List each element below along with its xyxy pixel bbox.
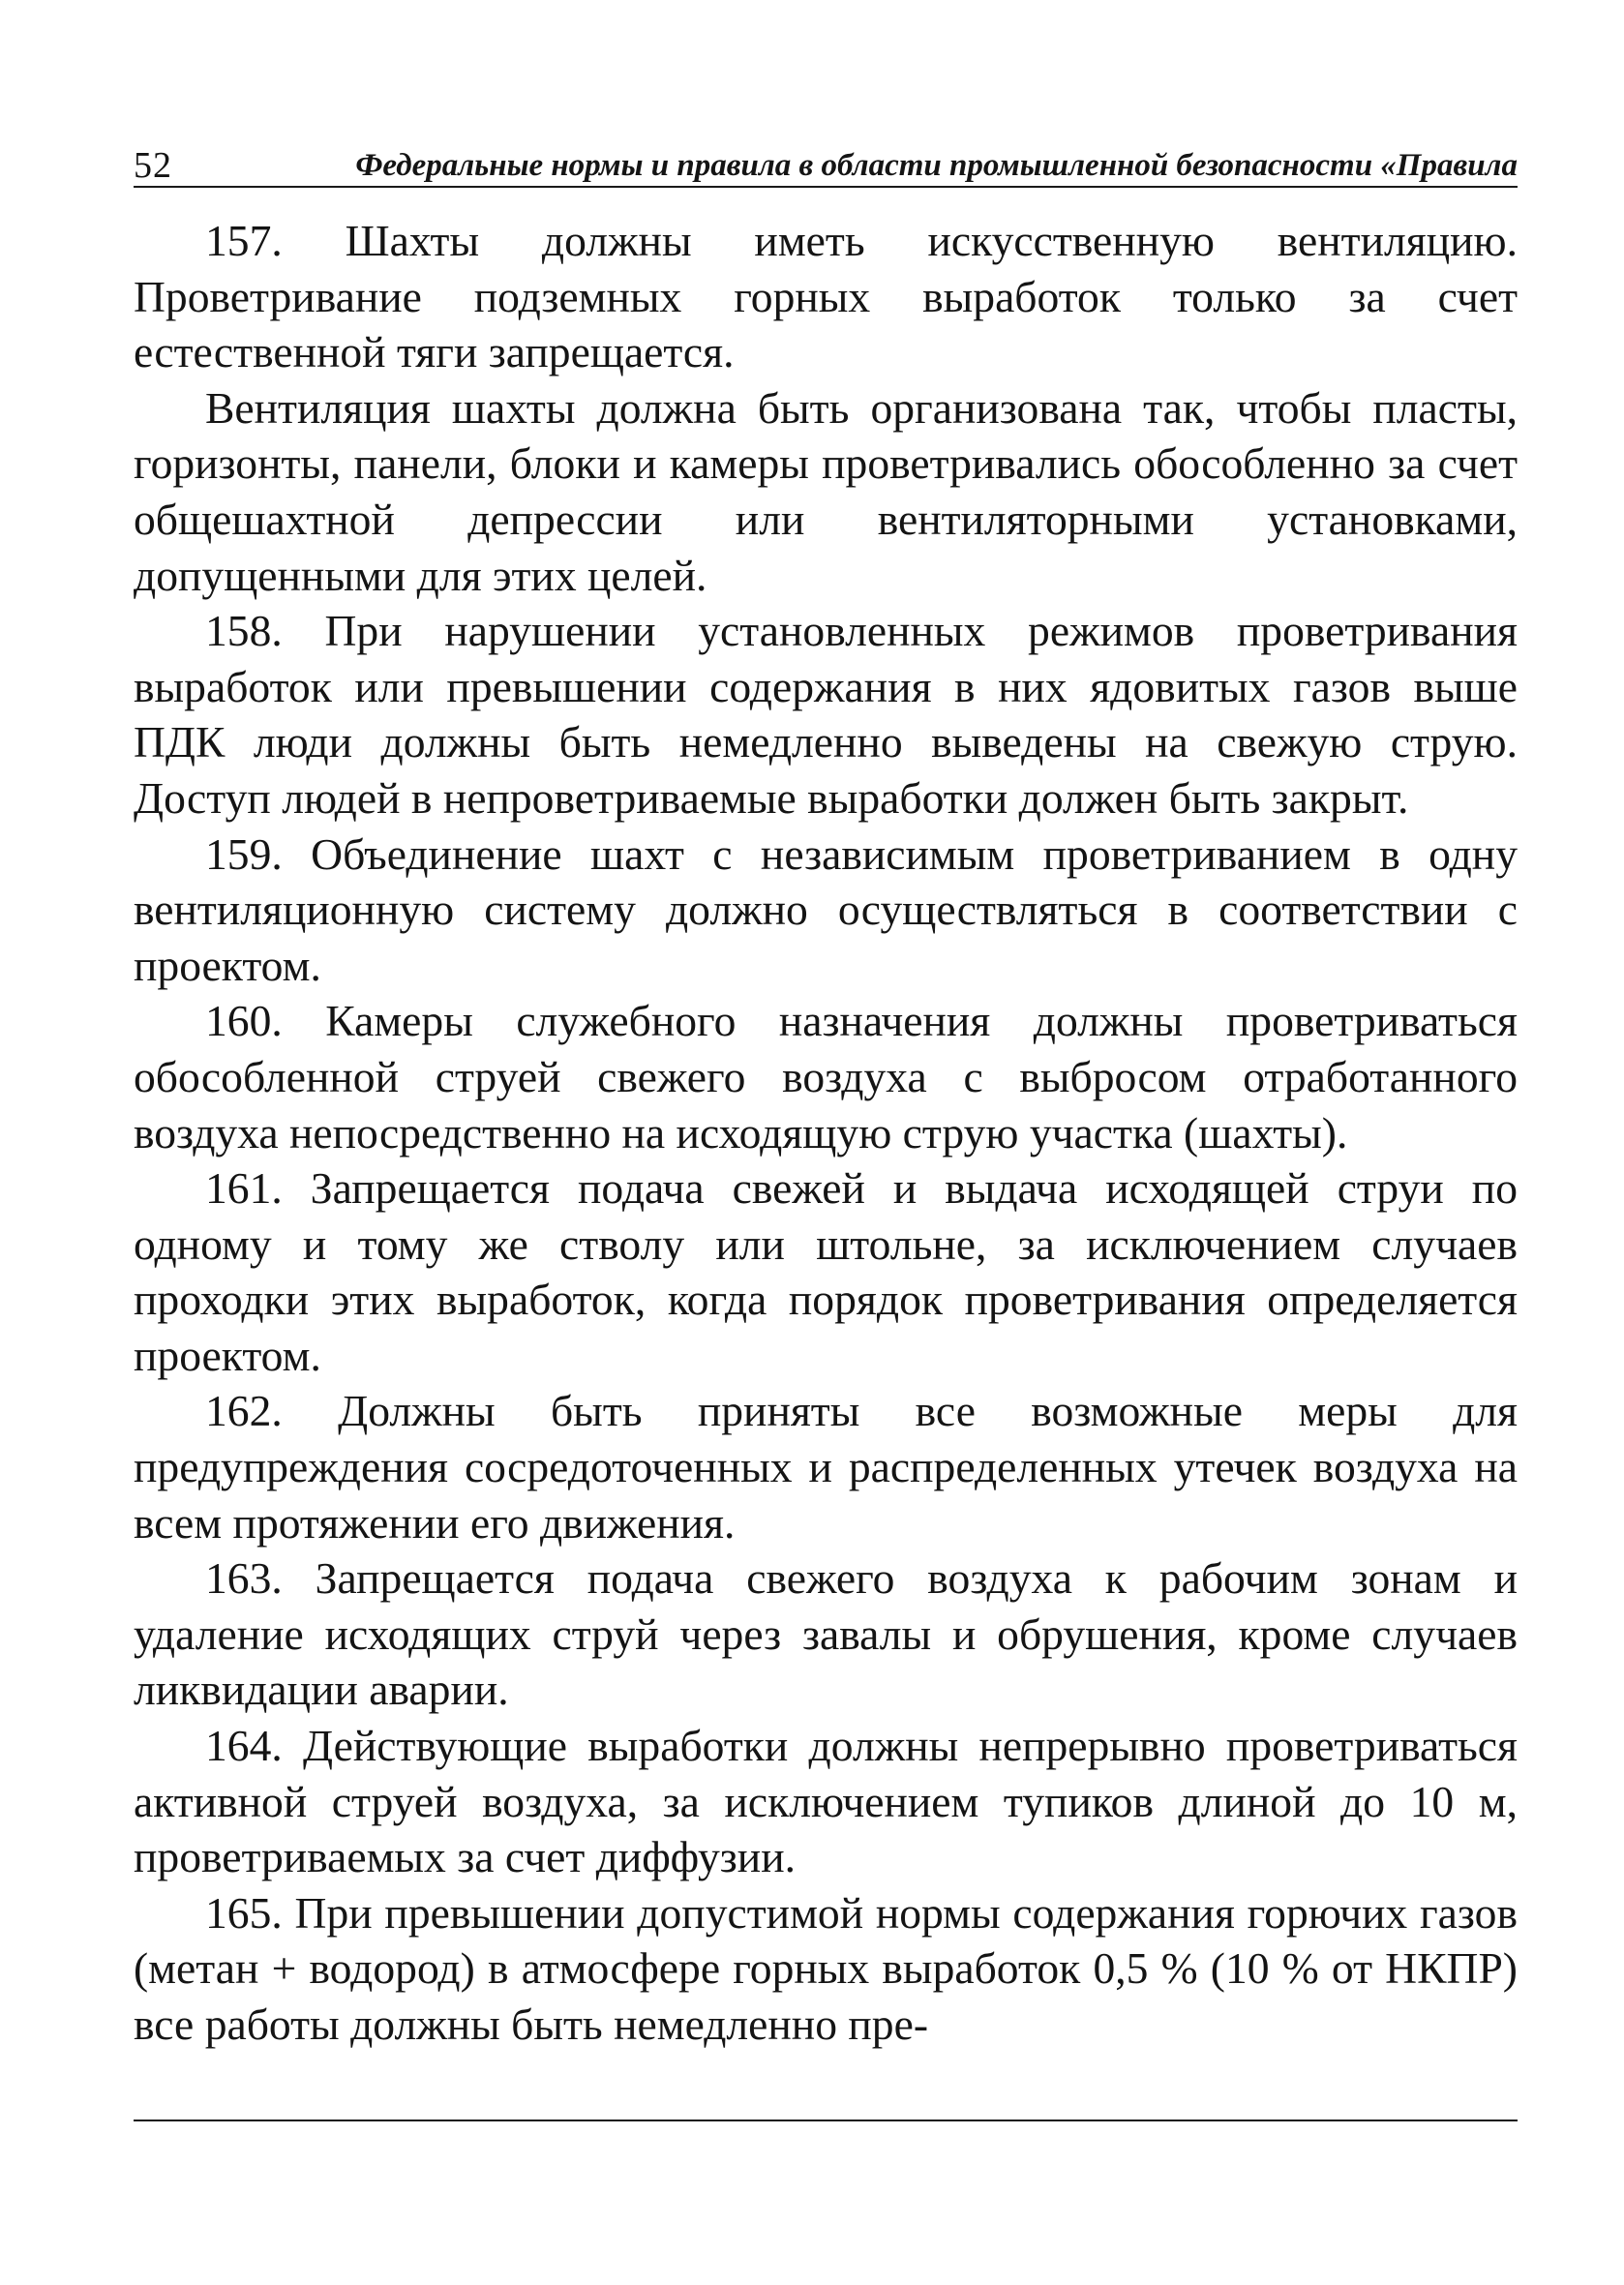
paragraph-158: 158. При нарушении установленных режимов проветривания выработок или превышении содержания в них ядовитых газов выше ПДК люди должны быть немедленно выведены на свежую струю. Доступ людей в непроветриваемые выработки должен быть закрыт. bbox=[134, 606, 1518, 823]
paragraph-165: 165. При превышении допустимой нормы содержания горючих газов (метан + водород) в атмосфере горных выработок 0,5 % (10 % от НКПР) все работы должны быть немедленно пре- bbox=[134, 1887, 1518, 2049]
paragraph-163: 163. Запрещается подача свежего воздуха к рабочим зонам и удаление исходящих струй через завалы и обрушения, кроме случаев ликвидации аварии. bbox=[134, 1553, 1518, 1715]
paragraph-157: 157. Шахты должны иметь искусственную вентиляцию. Проветривание подземных горных выработок только за счет естественной тяги запрещается. bbox=[134, 216, 1518, 377]
footer-rule bbox=[134, 2120, 1518, 2121]
paragraph-159: 159. Объединение шахт с независимым проветриванием в одну вентиляционную систему должно осуществляться в соответствии с проектом. bbox=[134, 828, 1518, 990]
paragraph-162: 162. Должны быть приняты все возможные меры для предупреждения сосредоточенных и распределенных утечек воздуха на всем протяжении его движения. bbox=[134, 1386, 1518, 1548]
paragraph-161: 161. Запрещается подача свежей и выдача исходящей струи по одному и тому же стволу или штольне, за исключением случаев проходки этих выработок, когда порядок проветривания определяется проектом. bbox=[134, 1163, 1518, 1380]
paragraph-164: 164. Действующие выработки должны непрерывно проветриваться активной струей воздуха, за исключением тупиков длиной до 10 м, проветриваемых за счет диффузии. bbox=[134, 1721, 1518, 1882]
page-header bbox=[134, 137, 1518, 188]
paragraph-160: 160. Камеры служебного назначения должны проветриваться обособленной струей свежего воздуха с выбросом отработанного воздуха непосредственно на исходящую струю участка (шахты). bbox=[134, 996, 1518, 1158]
running-title: Федеральные нормы и правила в области промышленной безопасности «Правила bbox=[355, 148, 1518, 183]
body-text bbox=[134, 213, 1518, 2053]
paragraph-157-ventilation: Вентиляция шахты должна быть организована так, чтобы пласты, горизонты, панели, блоки и камеры проветривались обособленно за счет общешахтной депрессии или вентиляторными установками, допущенными для этих целей. bbox=[134, 382, 1518, 600]
page-number: 52 bbox=[134, 145, 172, 186]
